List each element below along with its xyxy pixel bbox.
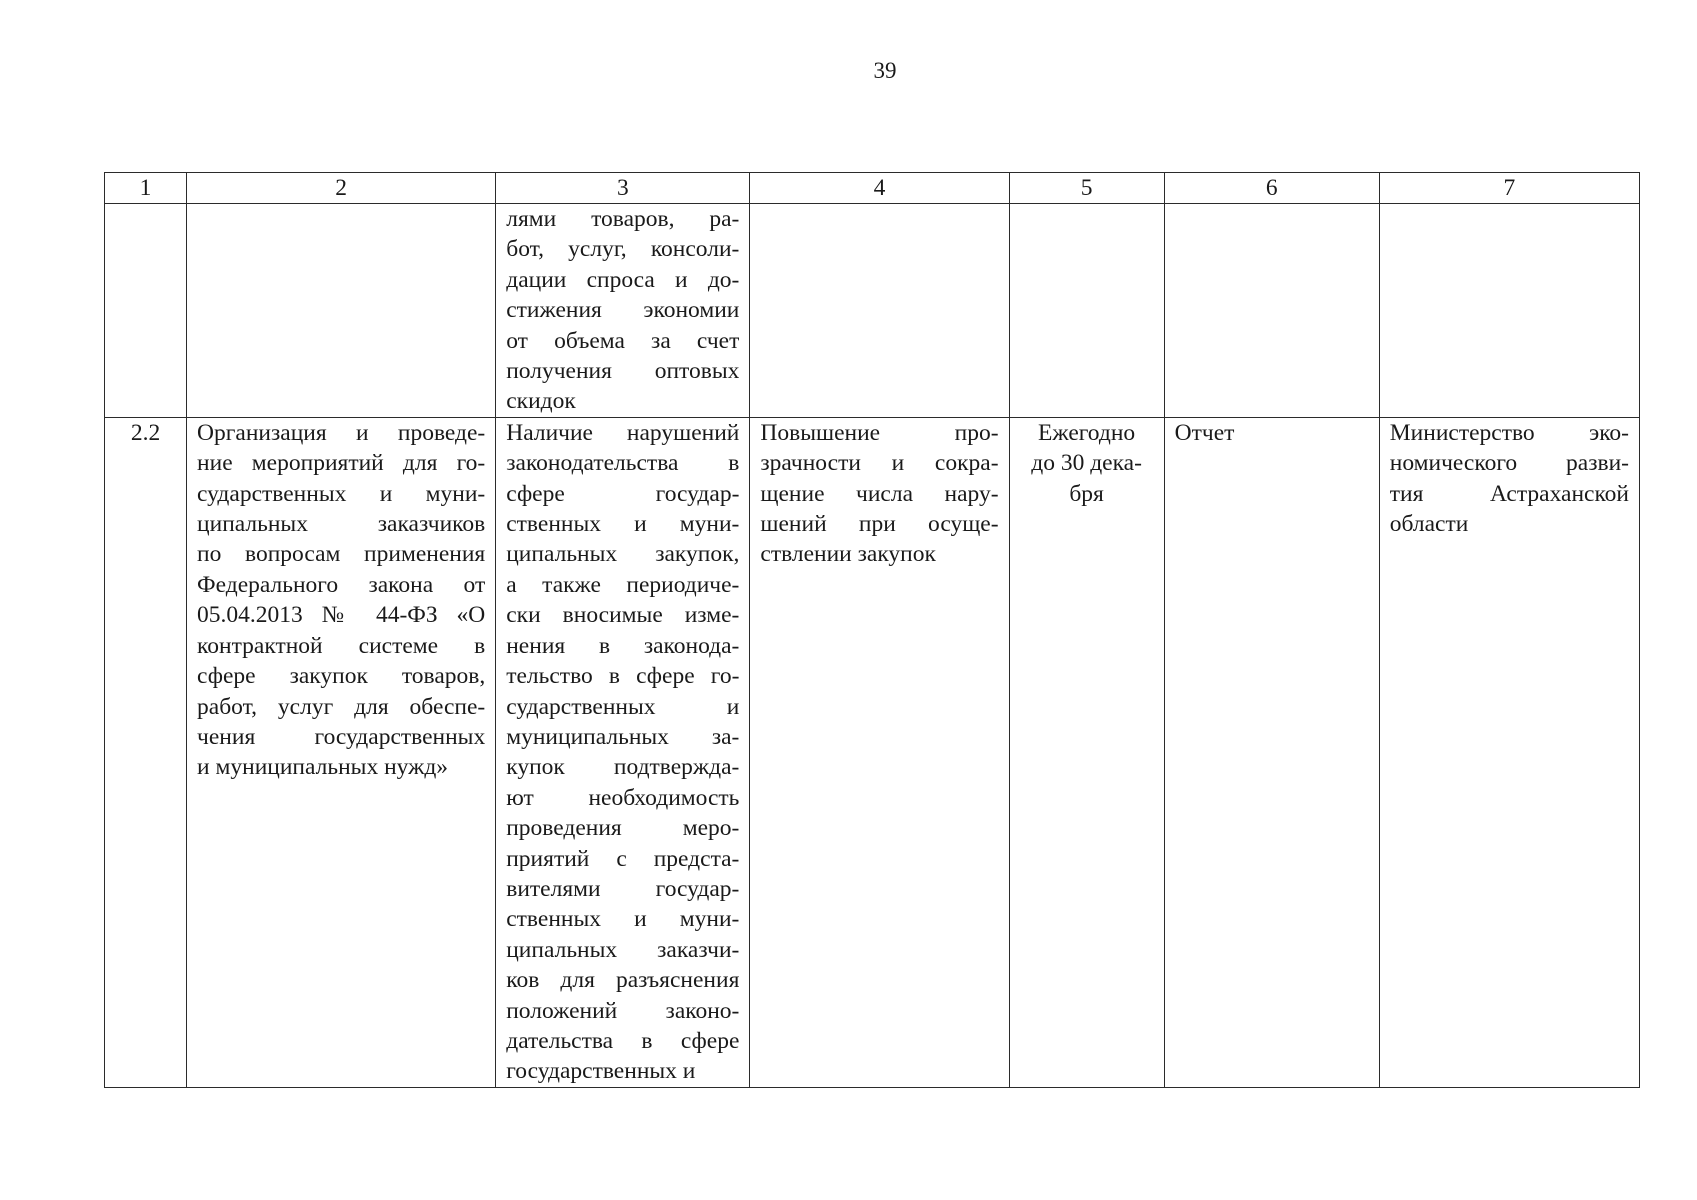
- cell-event: [187, 204, 496, 418]
- text-line: щение числа нару-: [760, 480, 999, 507]
- cell-event: [187, 417, 496, 1087]
- cell-deadline: [1009, 204, 1164, 418]
- text-line: ски вносимые изме-: [506, 602, 740, 629]
- text-line: получения оптовых: [506, 358, 740, 385]
- page-number: 39: [873, 58, 897, 83]
- text-line: зрачности и сокра-: [760, 450, 999, 477]
- text-line: до 30 дека-: [1031, 450, 1142, 477]
- text-line: бря: [1069, 480, 1104, 507]
- text-line: дательства в сфере: [506, 1027, 740, 1054]
- text-line: нения в законода-: [506, 632, 740, 659]
- cell-expected-result: [750, 417, 1009, 1087]
- cell-justification: [496, 204, 750, 418]
- cell-responsible: [1379, 417, 1639, 1087]
- cell-text: [760, 418, 998, 570]
- column-header: 4: [750, 173, 1009, 204]
- text-line: от объема за счет: [506, 327, 740, 354]
- text-line: Отчет: [1174, 419, 1235, 446]
- cell-number: 2.2: [105, 417, 187, 1087]
- cell-text: [506, 204, 739, 417]
- text-line: Организация и проведе-: [197, 419, 486, 446]
- text-line: ков для разъяснения: [506, 967, 740, 994]
- column-header: 6: [1164, 173, 1379, 204]
- text-line: тия Астраханской: [1389, 480, 1629, 507]
- cell-report-form: [1164, 417, 1379, 1087]
- text-line: положений законо-: [506, 997, 740, 1024]
- table-row-2-2: [105, 417, 1640, 1087]
- text-line: муниципальных за-: [506, 723, 740, 750]
- text-line: области: [1389, 511, 1469, 538]
- text-line: лями товаров, ра-: [506, 206, 740, 232]
- text-line: законодательства в: [506, 450, 740, 477]
- text-line: Повышение про-: [760, 419, 999, 446]
- text-line: по вопросам применения: [197, 541, 486, 568]
- text-line: ципальных закупок,: [506, 541, 740, 568]
- text-line: сфере закупок товаров,: [197, 663, 486, 690]
- text-line: купок подтвержда-: [506, 754, 740, 781]
- table-row-continuation: [105, 204, 1640, 418]
- text-line: ципальных заказчиков: [197, 511, 486, 538]
- text-line: проведения меро-: [506, 815, 740, 842]
- text-line: сфере государ-: [506, 480, 740, 507]
- cell-text: [506, 418, 739, 1087]
- cell-justification: [496, 417, 750, 1087]
- cell-text: [197, 418, 485, 783]
- text-line: вителями государ-: [506, 875, 740, 902]
- text-line: сударственных и: [506, 693, 740, 720]
- text-line: ние мероприятий для го-: [197, 450, 486, 477]
- document-table: [104, 172, 1640, 1088]
- text-line: работ, услуг для обеспе-: [197, 693, 486, 720]
- cell-text: [1020, 418, 1154, 509]
- text-line: ют необходимость: [506, 784, 740, 811]
- cell-responsible: [1379, 204, 1639, 418]
- cell-expected-result: [750, 204, 1009, 418]
- cell-text: [1390, 418, 1629, 540]
- text-line: тельство в сфере го-: [506, 663, 740, 690]
- text-line: номического разви-: [1389, 450, 1629, 477]
- text-line: ственных и муни-: [506, 511, 740, 538]
- text-line: приятий с предста-: [506, 845, 740, 872]
- text-line: а также периодиче-: [506, 571, 740, 598]
- text-line: бот, услуг, консоли-: [506, 236, 740, 263]
- column-header: 2: [187, 173, 496, 204]
- text-line: ственных и муни-: [506, 906, 740, 933]
- text-line: государственных и: [506, 1058, 696, 1085]
- column-header: 5: [1009, 173, 1164, 204]
- column-header: 1: [105, 173, 187, 204]
- column-header: 3: [496, 173, 750, 204]
- text-line: дации спроса и до-: [506, 266, 740, 293]
- text-line: чения государственных: [197, 723, 486, 750]
- text-line: скидок: [506, 388, 576, 415]
- text-line: Федерального закона от: [197, 571, 486, 598]
- column-header: 7: [1379, 173, 1639, 204]
- text-line: ствлении закупок: [760, 541, 936, 568]
- table-header-row: [105, 173, 1640, 204]
- text-line: ципальных заказчи-: [506, 936, 740, 963]
- cell-deadline: [1009, 417, 1164, 1087]
- text-line: стижения экономии: [506, 297, 740, 324]
- text-line: шений при осуще-: [760, 511, 999, 538]
- text-line: Ежегодно: [1038, 419, 1136, 446]
- text-line: и муниципальных нужд»: [197, 754, 449, 781]
- cell-report-form: [1164, 204, 1379, 418]
- text-line: контрактной системе в: [197, 632, 486, 659]
- text-line: 05.04.2013 № 44-ФЗ «О: [197, 602, 486, 629]
- cell-text: [1175, 418, 1369, 448]
- text-line: Министерство эко-: [1389, 419, 1629, 446]
- text-line: Наличие нарушений: [506, 419, 740, 446]
- cell-number: [105, 204, 187, 418]
- text-line: сударственных и муни-: [197, 480, 486, 507]
